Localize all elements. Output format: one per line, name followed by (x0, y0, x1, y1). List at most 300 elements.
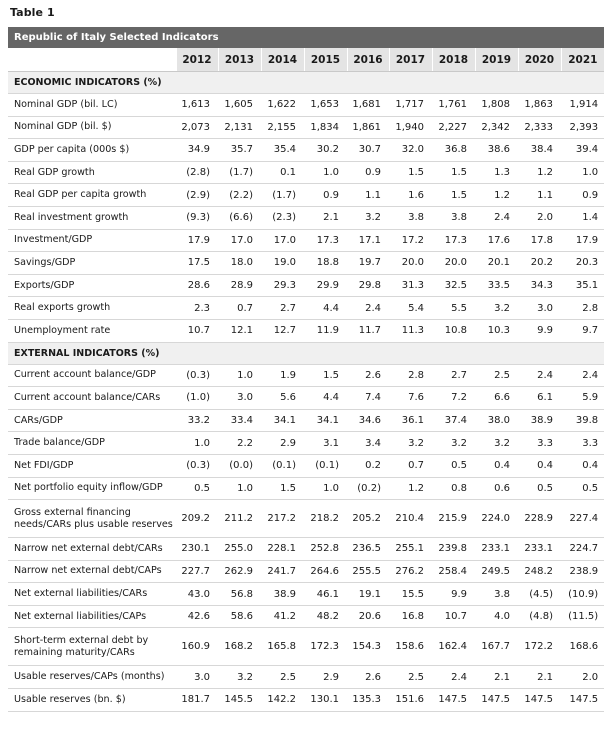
table-cell: 2.7 (432, 364, 475, 387)
table-cell: 0.7 (218, 297, 261, 320)
table-cell: 3.0 (218, 387, 261, 410)
table-cell: 3.2 (218, 666, 261, 689)
year-header: 2018 (432, 48, 475, 72)
table-row (8, 161, 604, 184)
table-cell: 1,834 (304, 116, 347, 139)
table-cell: 29.9 (304, 274, 347, 297)
row-label: CARs/GDP (8, 409, 176, 432)
table-cell: 11.3 (389, 319, 432, 342)
table-cell: 41.2 (261, 605, 304, 628)
table-cell: 2,155 (261, 116, 304, 139)
table-cell: 147.5 (518, 689, 561, 712)
row-label: Unemployment rate (8, 319, 176, 342)
table-title: Republic of Italy Selected Indicators (8, 27, 604, 48)
table-cell: 19.0 (261, 252, 304, 275)
table-cell: 17.6 (475, 229, 518, 252)
row-label: Real GDP per capita growth (8, 184, 176, 207)
table-cell: 34.1 (261, 409, 304, 432)
table-cell: 35.1 (561, 274, 604, 297)
table-cell: 215.9 (432, 500, 475, 538)
table-cell: 264.6 (304, 560, 347, 583)
table-row (8, 409, 604, 432)
table-cell: 1,863 (518, 94, 561, 117)
table-row (8, 184, 604, 207)
table-cell: 227.4 (561, 500, 604, 538)
table-cell: 147.5 (475, 689, 518, 712)
table-cell: 33.5 (475, 274, 518, 297)
table-cell: 241.7 (261, 560, 304, 583)
table-cell: 1,653 (304, 94, 347, 117)
table-cell: (2.3) (261, 206, 304, 229)
table-cell: 1,605 (218, 94, 261, 117)
table-cell: 33.2 (176, 409, 218, 432)
table-row (8, 206, 604, 229)
table-cell: 2,333 (518, 116, 561, 139)
table-cell: 2.9 (261, 432, 304, 455)
year-header-blank (8, 48, 176, 72)
table-cell: (0.3) (176, 364, 218, 387)
table-cell: 2.1 (518, 666, 561, 689)
year-header-row (8, 48, 604, 72)
table-cell: 0.1 (261, 161, 304, 184)
table-cell: 218.2 (304, 500, 347, 538)
table-cell: 11.9 (304, 319, 347, 342)
table-cell: 3.0 (518, 297, 561, 320)
table-cell: 2.4 (518, 364, 561, 387)
table-cell: 29.3 (261, 274, 304, 297)
year-header: 2021 (561, 48, 604, 72)
table-cell: 9.9 (518, 319, 561, 342)
table-cell: 34.6 (347, 409, 389, 432)
table-cell: 2,342 (475, 116, 518, 139)
indicators-table (8, 27, 604, 712)
table-cell: 2,227 (432, 116, 475, 139)
table-cell: 20.0 (432, 252, 475, 275)
table-cell: 17.5 (176, 252, 218, 275)
table-row (8, 319, 604, 342)
table-cell: 233.1 (475, 538, 518, 561)
table-cell: (6.6) (218, 206, 261, 229)
table-row (8, 94, 604, 117)
table-cell: 228.9 (518, 500, 561, 538)
table-row (8, 560, 604, 583)
table-cell: (0.1) (261, 454, 304, 477)
table-cell: 17.0 (218, 229, 261, 252)
table-cell: (0.0) (218, 454, 261, 477)
table-title-row (8, 27, 604, 48)
table-cell: 211.2 (218, 500, 261, 538)
table-cell: 145.5 (218, 689, 261, 712)
table-cell: 2.4 (475, 206, 518, 229)
table-cell: 160.9 (176, 628, 218, 666)
table-cell: 7.6 (389, 387, 432, 410)
table-cell: 2.8 (561, 297, 604, 320)
table-cell: 4.4 (304, 387, 347, 410)
table-cell: 20.0 (389, 252, 432, 275)
table-cell: 3.2 (475, 432, 518, 455)
table-cell: (0.2) (347, 477, 389, 500)
table-cell: 58.6 (218, 605, 261, 628)
table-cell: 0.6 (475, 477, 518, 500)
year-header: 2017 (389, 48, 432, 72)
table-cell: 142.2 (261, 689, 304, 712)
table-cell: 3.8 (475, 583, 518, 606)
year-header: 2016 (347, 48, 389, 72)
table-cell: 2.8 (389, 364, 432, 387)
table-cell: 10.3 (475, 319, 518, 342)
table-row (8, 666, 604, 689)
table-cell: 1.5 (432, 184, 475, 207)
table-body (8, 27, 604, 711)
table-cell: 4.4 (304, 297, 347, 320)
year-header: 2015 (304, 48, 347, 72)
table-caption: Table 1 (10, 6, 55, 19)
table-cell: 2.3 (176, 297, 218, 320)
table-cell: 130.1 (304, 689, 347, 712)
table-cell: 38.9 (261, 583, 304, 606)
table-cell: 1.0 (304, 477, 347, 500)
table-cell: 30.7 (347, 139, 389, 162)
table-cell: 1.1 (518, 184, 561, 207)
row-label: Investment/GDP (8, 229, 176, 252)
table-cell: 1.2 (475, 184, 518, 207)
row-label: GDP per capita (000s $) (8, 139, 176, 162)
table-row (8, 689, 604, 712)
table-cell: 15.5 (389, 583, 432, 606)
table-cell: 1.1 (347, 184, 389, 207)
table-cell: 0.5 (176, 477, 218, 500)
table-cell: 5.9 (561, 387, 604, 410)
table-cell: 205.2 (347, 500, 389, 538)
table-row (8, 583, 604, 606)
table-cell: 1,914 (561, 94, 604, 117)
table-cell: 181.7 (176, 689, 218, 712)
table-cell: 0.9 (561, 184, 604, 207)
table-cell: 1,861 (347, 116, 389, 139)
table-cell: 228.1 (261, 538, 304, 561)
table-cell: 28.9 (218, 274, 261, 297)
table-cell: 32.0 (389, 139, 432, 162)
table-row (8, 387, 604, 410)
table-cell: 147.5 (561, 689, 604, 712)
table-cell: (2.8) (176, 161, 218, 184)
table-row (8, 229, 604, 252)
table-cell: 3.1 (304, 432, 347, 455)
table-row (8, 477, 604, 500)
row-label: Narrow net external debt/CAPs (8, 560, 176, 583)
row-label: Nominal GDP (bil. $) (8, 116, 176, 139)
table-cell: 39.4 (561, 139, 604, 162)
table-row (8, 628, 604, 666)
row-label: Narrow net external debt/CARs (8, 538, 176, 561)
table-cell: 154.3 (347, 628, 389, 666)
table-cell: (4.5) (518, 583, 561, 606)
row-label: Gross external financing needs/CARs plus usable reserves (8, 500, 176, 538)
table-cell: (0.3) (176, 454, 218, 477)
table-cell: 217.2 (261, 500, 304, 538)
table-cell: 39.8 (561, 409, 604, 432)
table-row (8, 364, 604, 387)
table-cell: 35.7 (218, 139, 261, 162)
table-cell: 31.3 (389, 274, 432, 297)
table-cell: 2.5 (475, 364, 518, 387)
table-cell: 7.4 (347, 387, 389, 410)
table-cell: 38.0 (475, 409, 518, 432)
table-cell: 0.4 (475, 454, 518, 477)
row-label: Usable reserves/CAPs (months) (8, 666, 176, 689)
table-cell: 2,393 (561, 116, 604, 139)
table-cell: (2.9) (176, 184, 218, 207)
table-cell: 168.6 (561, 628, 604, 666)
table-cell: 30.2 (304, 139, 347, 162)
row-label: Real investment growth (8, 206, 176, 229)
table-cell: 3.2 (432, 432, 475, 455)
table-cell: 165.8 (261, 628, 304, 666)
table-cell: 18.0 (218, 252, 261, 275)
table-cell: 2.4 (347, 297, 389, 320)
table-cell: 1,761 (432, 94, 475, 117)
section-heading: ECONOMIC INDICATORS (%) (8, 72, 604, 94)
table-cell: 1.2 (389, 477, 432, 500)
table-cell: 38.6 (475, 139, 518, 162)
table-row (8, 454, 604, 477)
table-cell: 20.6 (347, 605, 389, 628)
table-cell: 172.3 (304, 628, 347, 666)
table-cell: 3.3 (561, 432, 604, 455)
section-heading: EXTERNAL INDICATORS (%) (8, 342, 604, 364)
table-cell: 1.6 (389, 184, 432, 207)
table-cell: 10.7 (176, 319, 218, 342)
table-cell: 36.1 (389, 409, 432, 432)
table-cell: 2.5 (389, 666, 432, 689)
table-cell: 17.2 (389, 229, 432, 252)
table-cell: 255.1 (389, 538, 432, 561)
table-cell: 6.6 (475, 387, 518, 410)
table-cell: 0.9 (347, 161, 389, 184)
table-cell: (1.7) (218, 161, 261, 184)
row-label: Savings/GDP (8, 252, 176, 275)
table-cell: 1,940 (389, 116, 432, 139)
table-cell: 262.9 (218, 560, 261, 583)
table-cell: 28.6 (176, 274, 218, 297)
table-cell: 224.7 (561, 538, 604, 561)
table-cell: (4.8) (518, 605, 561, 628)
table-cell: 9.7 (561, 319, 604, 342)
table-cell: 230.1 (176, 538, 218, 561)
row-label: Net FDI/GDP (8, 454, 176, 477)
table-cell: 10.7 (432, 605, 475, 628)
table-cell: 2.5 (261, 666, 304, 689)
table-row (8, 500, 604, 538)
table-cell: 147.5 (432, 689, 475, 712)
table-cell: 3.2 (347, 206, 389, 229)
table-cell: 258.4 (432, 560, 475, 583)
table-cell: 238.9 (561, 560, 604, 583)
table-cell: 158.6 (389, 628, 432, 666)
table-cell: 1.3 (475, 161, 518, 184)
table-cell: 162.4 (432, 628, 475, 666)
table-cell: 34.9 (176, 139, 218, 162)
table-row (8, 432, 604, 455)
table-cell: 42.6 (176, 605, 218, 628)
row-label: Net external liabilities/CAPs (8, 605, 176, 628)
table-cell: 17.8 (518, 229, 561, 252)
year-header: 2014 (261, 48, 304, 72)
row-label: Exports/GDP (8, 274, 176, 297)
table-cell: 5.6 (261, 387, 304, 410)
table-cell: 1.2 (518, 161, 561, 184)
table-cell: 11.7 (347, 319, 389, 342)
table-cell: 239.8 (432, 538, 475, 561)
table-cell: 35.4 (261, 139, 304, 162)
table-cell: 0.7 (389, 454, 432, 477)
table-cell: 2.9 (304, 666, 347, 689)
table-cell: 7.2 (432, 387, 475, 410)
table-cell: 2.7 (261, 297, 304, 320)
table-cell: 0.4 (518, 454, 561, 477)
table-cell: 0.4 (561, 454, 604, 477)
table-cell: 1.9 (261, 364, 304, 387)
table-cell: 276.2 (389, 560, 432, 583)
table-cell: 48.2 (304, 605, 347, 628)
table-cell: 2.0 (561, 666, 604, 689)
table-row (8, 252, 604, 275)
table-cell: 3.3 (518, 432, 561, 455)
table-cell: 255.5 (347, 560, 389, 583)
table-cell: 5.5 (432, 297, 475, 320)
table-cell: 16.8 (389, 605, 432, 628)
table-cell: 168.2 (218, 628, 261, 666)
table-row (8, 538, 604, 561)
table-cell: 1,717 (389, 94, 432, 117)
table-cell: 0.8 (432, 477, 475, 500)
table-cell: 3.4 (347, 432, 389, 455)
year-header: 2013 (218, 48, 261, 72)
table-cell: (1.0) (176, 387, 218, 410)
table-cell: 34.1 (304, 409, 347, 432)
table-cell: 19.7 (347, 252, 389, 275)
table-cell: 29.8 (347, 274, 389, 297)
table-cell: 10.8 (432, 319, 475, 342)
table-cell: 4.0 (475, 605, 518, 628)
table-cell: 227.7 (176, 560, 218, 583)
year-header: 2019 (475, 48, 518, 72)
table-cell: 2.4 (432, 666, 475, 689)
table-cell: 1,681 (347, 94, 389, 117)
table-cell: 43.0 (176, 583, 218, 606)
table-cell: 12.7 (261, 319, 304, 342)
row-label: Net portfolio equity inflow/GDP (8, 477, 176, 500)
table-cell: 2.6 (347, 364, 389, 387)
table-cell: 19.1 (347, 583, 389, 606)
table-cell: 249.5 (475, 560, 518, 583)
table-cell: 17.1 (347, 229, 389, 252)
table-cell: 1.0 (561, 161, 604, 184)
table-cell: (11.5) (561, 605, 604, 628)
row-label: Nominal GDP (bil. LC) (8, 94, 176, 117)
table-row (8, 116, 604, 139)
table-cell: 17.9 (561, 229, 604, 252)
table-cell: 2,131 (218, 116, 261, 139)
table-cell: 12.1 (218, 319, 261, 342)
table-cell: 46.1 (304, 583, 347, 606)
table-cell: (2.2) (218, 184, 261, 207)
table-cell: 233.1 (518, 538, 561, 561)
table-cell: 224.0 (475, 500, 518, 538)
table-cell: 20.3 (561, 252, 604, 275)
table-cell: 2.4 (561, 364, 604, 387)
table-cell: 209.2 (176, 500, 218, 538)
table-cell: 2.2 (218, 432, 261, 455)
table-cell: 252.8 (304, 538, 347, 561)
year-header: 2012 (176, 48, 218, 72)
table-cell: 0.2 (347, 454, 389, 477)
table-cell: 20.1 (475, 252, 518, 275)
table-cell: 1.5 (389, 161, 432, 184)
table-cell: 1.0 (218, 477, 261, 500)
table-cell: 0.5 (561, 477, 604, 500)
table-cell: 6.1 (518, 387, 561, 410)
table-cell: 151.6 (389, 689, 432, 712)
table-cell: 17.3 (432, 229, 475, 252)
table-cell: 135.3 (347, 689, 389, 712)
table-cell: 3.2 (475, 297, 518, 320)
row-label: Real exports growth (8, 297, 176, 320)
table-cell: 3.0 (176, 666, 218, 689)
table-cell: 38.9 (518, 409, 561, 432)
table-cell: 18.8 (304, 252, 347, 275)
table-cell: 9.9 (432, 583, 475, 606)
table-row (8, 297, 604, 320)
section-header-row (8, 72, 604, 94)
table-cell: 1,808 (475, 94, 518, 117)
table-cell: 34.3 (518, 274, 561, 297)
table-cell: 38.4 (518, 139, 561, 162)
table-cell: 2.6 (347, 666, 389, 689)
table-cell: 236.5 (347, 538, 389, 561)
table-cell: 2,073 (176, 116, 218, 139)
table-cell: 1.0 (218, 364, 261, 387)
row-label: Net external liabilities/CARs (8, 583, 176, 606)
table-cell: 33.4 (218, 409, 261, 432)
table-cell: 1,613 (176, 94, 218, 117)
table-cell: 248.2 (518, 560, 561, 583)
table-cell: (1.7) (261, 184, 304, 207)
table-cell: 0.9 (304, 184, 347, 207)
table-cell: 0.5 (518, 477, 561, 500)
table-cell: 1,622 (261, 94, 304, 117)
table-cell: 56.8 (218, 583, 261, 606)
table-cell: 210.4 (389, 500, 432, 538)
table-cell: 172.2 (518, 628, 561, 666)
table-cell: 3.8 (432, 206, 475, 229)
table-cell: 32.5 (432, 274, 475, 297)
table-row (8, 605, 604, 628)
row-label: Current account balance/CARs (8, 387, 176, 410)
table-cell: 17.3 (304, 229, 347, 252)
table-cell: 255.0 (218, 538, 261, 561)
table-cell: (9.3) (176, 206, 218, 229)
table-row (8, 139, 604, 162)
table-cell: 1.0 (304, 161, 347, 184)
table-cell: 2.1 (304, 206, 347, 229)
table-cell: 1.4 (561, 206, 604, 229)
table-cell: 1.5 (432, 161, 475, 184)
table-cell: 1.5 (304, 364, 347, 387)
table-cell: 1.0 (176, 432, 218, 455)
table-cell: 2.0 (518, 206, 561, 229)
table-cell: 17.0 (261, 229, 304, 252)
